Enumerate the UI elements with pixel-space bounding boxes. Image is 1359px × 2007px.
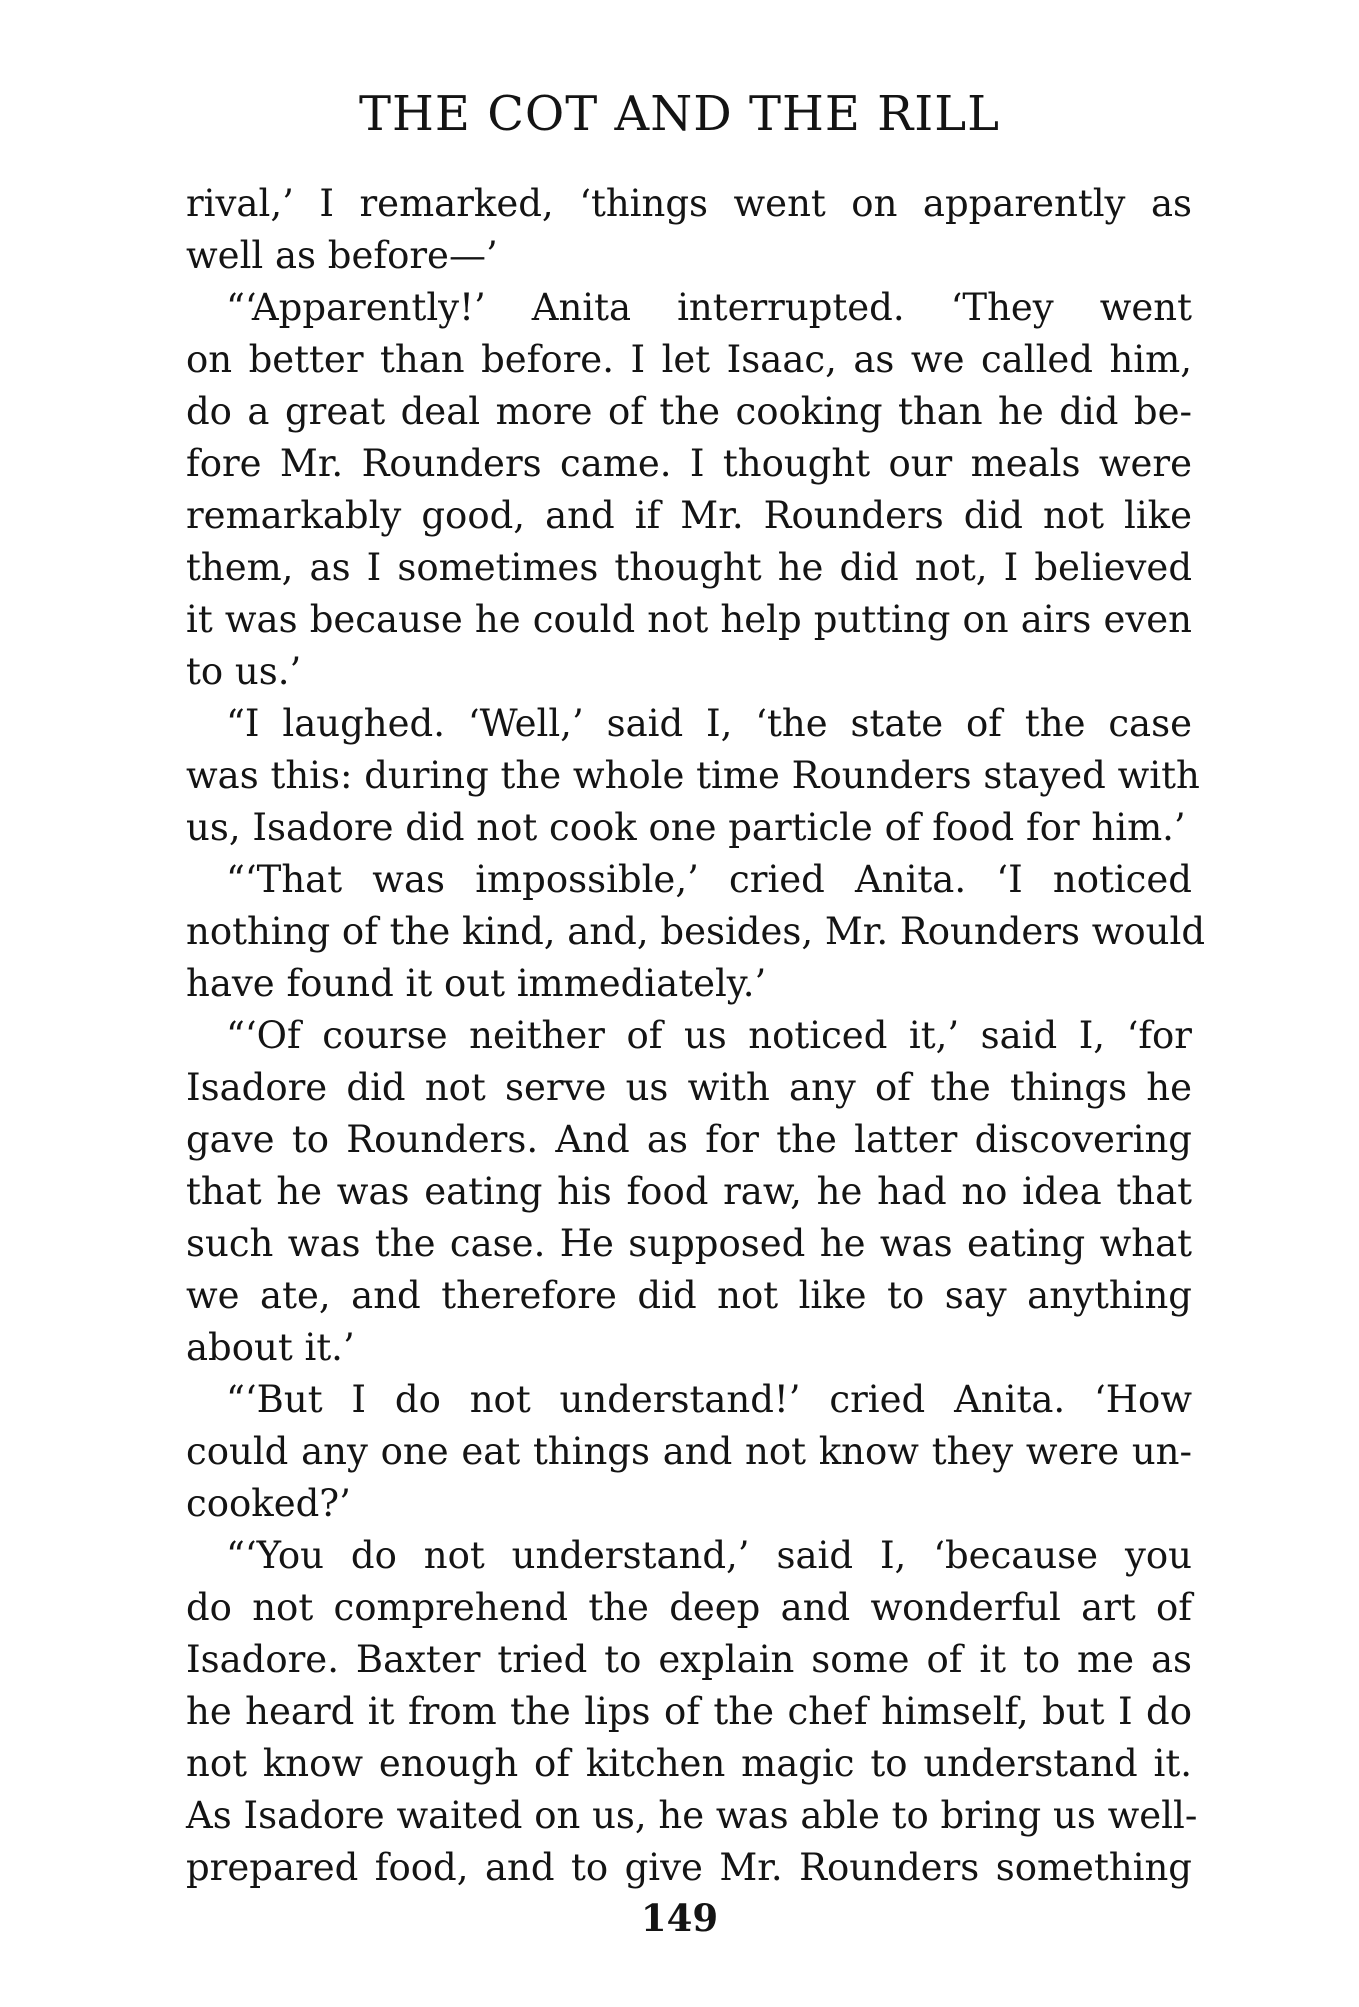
text-line: gave to Rounders. And as for the latter discovering: [186, 1118, 1192, 1161]
text-line: “‘That was impossible,’ cried Anita. ‘I noticed: [226, 858, 1192, 901]
text-line: was this: during the whole time Rounders stayed with: [186, 754, 1200, 797]
paragraph: [186, 1010, 1192, 1374]
body-text: [186, 178, 1206, 1894]
text-line: prepared food, and to give Mr. Rounders something: [186, 1846, 1192, 1889]
text-line: remarkably good, and if Mr. Rounders did not like: [186, 494, 1192, 537]
page-number: 149: [640, 1896, 719, 1940]
text-line: them, as I sometimes thought he did not, I believed: [186, 546, 1192, 589]
text-line: cooked?’: [186, 1482, 351, 1525]
text-line: “‘Apparently!’ Anita interrupted. ‘They went: [226, 286, 1192, 329]
text-line: nothing of the kind, and, besides, Mr. Rounders would: [186, 910, 1206, 953]
paragraph: [186, 1530, 1198, 1894]
text-line: to us.’: [186, 650, 302, 693]
text-line: “‘Of course neither of us noticed it,’ said I, ‘for: [226, 1014, 1192, 1057]
paragraph: [186, 1374, 1192, 1530]
text-line: well as before—’: [186, 234, 498, 277]
text-line: it was because he could not help putting on airs even: [186, 598, 1192, 641]
text-line: Isadore did not serve us with any of the things he: [186, 1066, 1192, 1109]
text-line: have found it out immediately.’: [186, 962, 767, 1005]
text-line: rival,’ I remarked, ‘things went on apparently as: [186, 182, 1192, 225]
text-line: us, Isadore did not cook one particle of food for him.’: [186, 806, 1186, 849]
text-line: such was the case. He supposed he was eating what: [186, 1222, 1192, 1265]
text-line: do not comprehend the deep and wonderful art of: [186, 1586, 1192, 1629]
text-line: could any one eat things and not know they were un-: [186, 1430, 1192, 1473]
text-line: that he was eating his food raw, he had no idea that: [186, 1170, 1192, 1213]
text-line: “‘But I do not understand!’ cried Anita. ‘How: [226, 1378, 1192, 1421]
text-line: “I laughed. ‘Well,’ said I, ‘the state of the case: [226, 702, 1192, 745]
paragraph: [186, 282, 1192, 698]
paragraph: [186, 854, 1206, 1010]
text-line: about it.’: [186, 1326, 355, 1369]
text-line: do a great deal more of the cooking than he did be-: [186, 390, 1192, 433]
text-line: we ate, and therefore did not like to say anything: [186, 1274, 1192, 1317]
text-line: on better than before. I let Isaac, as we called him,: [186, 338, 1192, 381]
text-line: As Isadore waited on us, he was able to bring us well-: [186, 1794, 1198, 1837]
paragraph: [186, 698, 1200, 854]
running-title: THE COT AND THE RILL: [359, 86, 1000, 142]
text-line: Isadore. Baxter tried to explain some of it to me as: [186, 1638, 1192, 1681]
text-line: “‘You do not understand,’ said I, ‘because you: [226, 1534, 1192, 1577]
text-line: he heard it from the lips of the chef himself, but I do: [186, 1690, 1192, 1733]
paragraph: [186, 178, 1192, 282]
text-line: not know enough of kitchen magic to understand it.: [186, 1742, 1192, 1785]
text-line: fore Mr. Rounders came. I thought our meals were: [186, 442, 1192, 485]
